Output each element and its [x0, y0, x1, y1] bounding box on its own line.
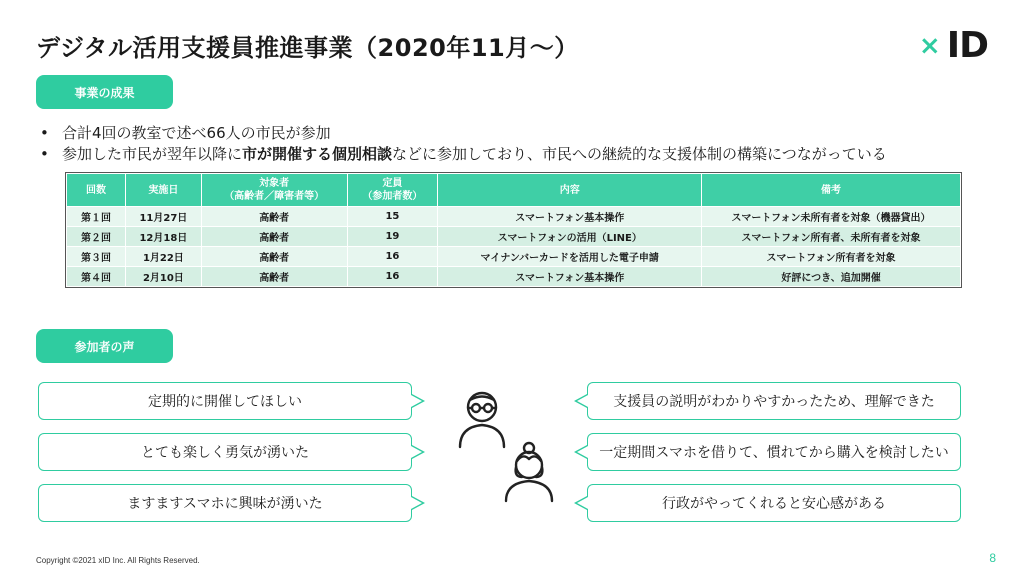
- logo-mark: ×: [918, 31, 941, 61]
- cell-round: 第１回: [67, 207, 126, 227]
- voice-bubble-right: 一定期間スマホを借りて、慣れてから購入を検討したい: [587, 433, 961, 471]
- cell-capacity: 16: [347, 267, 438, 287]
- header-round: 回数: [67, 174, 126, 207]
- elderly-woman-icon: [496, 437, 562, 505]
- table-header-row: [67, 174, 961, 207]
- cell-round: 第２回: [67, 227, 126, 247]
- table-row: [67, 247, 961, 267]
- header-date: 実施日: [125, 174, 201, 207]
- cell-note: スマートフォン未所有者を対象（機器貸出）: [702, 207, 961, 227]
- section-label-voices: 参加者の声: [36, 329, 173, 363]
- cell-date: 12月18日: [125, 227, 201, 247]
- page-number: 8: [989, 551, 996, 565]
- sessions-table: [66, 173, 961, 287]
- cell-target: 高齢者: [201, 267, 347, 287]
- cell-target: 高齢者: [201, 247, 347, 267]
- header-capacity: [347, 174, 438, 207]
- voice-bubble-left: ますますスマホに興味が湧いた: [38, 484, 412, 522]
- header-target: [201, 174, 347, 207]
- bullet-text-bold: 市が開催する個別相談: [242, 145, 393, 163]
- cell-content: スマートフォン基本操作: [438, 267, 702, 287]
- voice-bubble-right: 支援員の説明がわかりやすかったため、理解できた: [587, 382, 961, 420]
- cell-round: 第３回: [67, 247, 126, 267]
- cell-note: スマートフォン所有者、未所有者を対象: [702, 227, 961, 247]
- cell-target: 高齢者: [201, 227, 347, 247]
- header-note: 備考: [702, 174, 961, 207]
- header-capacity-line1: 定員: [382, 178, 403, 189]
- table-row: [67, 207, 961, 227]
- bullet-text-pre: 参加した市民が翌年以降に: [62, 145, 243, 163]
- results-bullets: [36, 123, 887, 165]
- bullet-text: 合計4回の教室で述べ66人の市民が参加: [62, 124, 331, 142]
- header-target-line1: 対象者: [259, 178, 290, 189]
- voice-bubble-right: 行政がやってくれると安心感がある: [587, 484, 961, 522]
- cell-content: スマートフォン基本操作: [438, 207, 702, 227]
- cell-round: 第４回: [67, 267, 126, 287]
- header-target-line2: （高齢者／障害者等）: [224, 191, 325, 202]
- cell-capacity: 16: [347, 247, 438, 267]
- cell-content: マイナンバーカードを活用した電子申請: [438, 247, 702, 267]
- bullet-item: [36, 123, 887, 144]
- header-capacity-line2: （参加者数）: [362, 191, 423, 202]
- footer-copyright: Copyright ©2021 xID Inc. All Rights Reserved.: [36, 556, 200, 565]
- cell-capacity: 19: [347, 227, 438, 247]
- table-row: [67, 267, 961, 287]
- voice-bubble-left: 定期的に開催してほしい: [38, 382, 412, 420]
- cell-note: 好評につき、追加開催: [702, 267, 961, 287]
- bullet-text-post: などに参加しており、市民への継続的な支援体制の構築につながっている: [392, 145, 887, 163]
- cell-capacity: 15: [347, 207, 438, 227]
- cell-date: 11月27日: [125, 207, 201, 227]
- cell-target: 高齢者: [201, 207, 347, 227]
- cell-note: スマートフォン所有者を対象: [702, 247, 961, 267]
- cell-date: 2月10日: [125, 267, 201, 287]
- section-label-results: 事業の成果: [36, 75, 173, 109]
- page-title: デジタル活用支援員推進事業（2020年11月〜）: [36, 34, 579, 62]
- table-row: [67, 227, 961, 247]
- logo-text: ID: [946, 25, 988, 66]
- cell-date: 1月22日: [125, 247, 201, 267]
- cell-content: スマートフォンの活用（LINE）: [438, 227, 702, 247]
- logo: [919, 26, 988, 66]
- bullet-item: [36, 144, 887, 165]
- header-content: 内容: [438, 174, 702, 207]
- voice-bubble-left: とても楽しく勇気が湧いた: [38, 433, 412, 471]
